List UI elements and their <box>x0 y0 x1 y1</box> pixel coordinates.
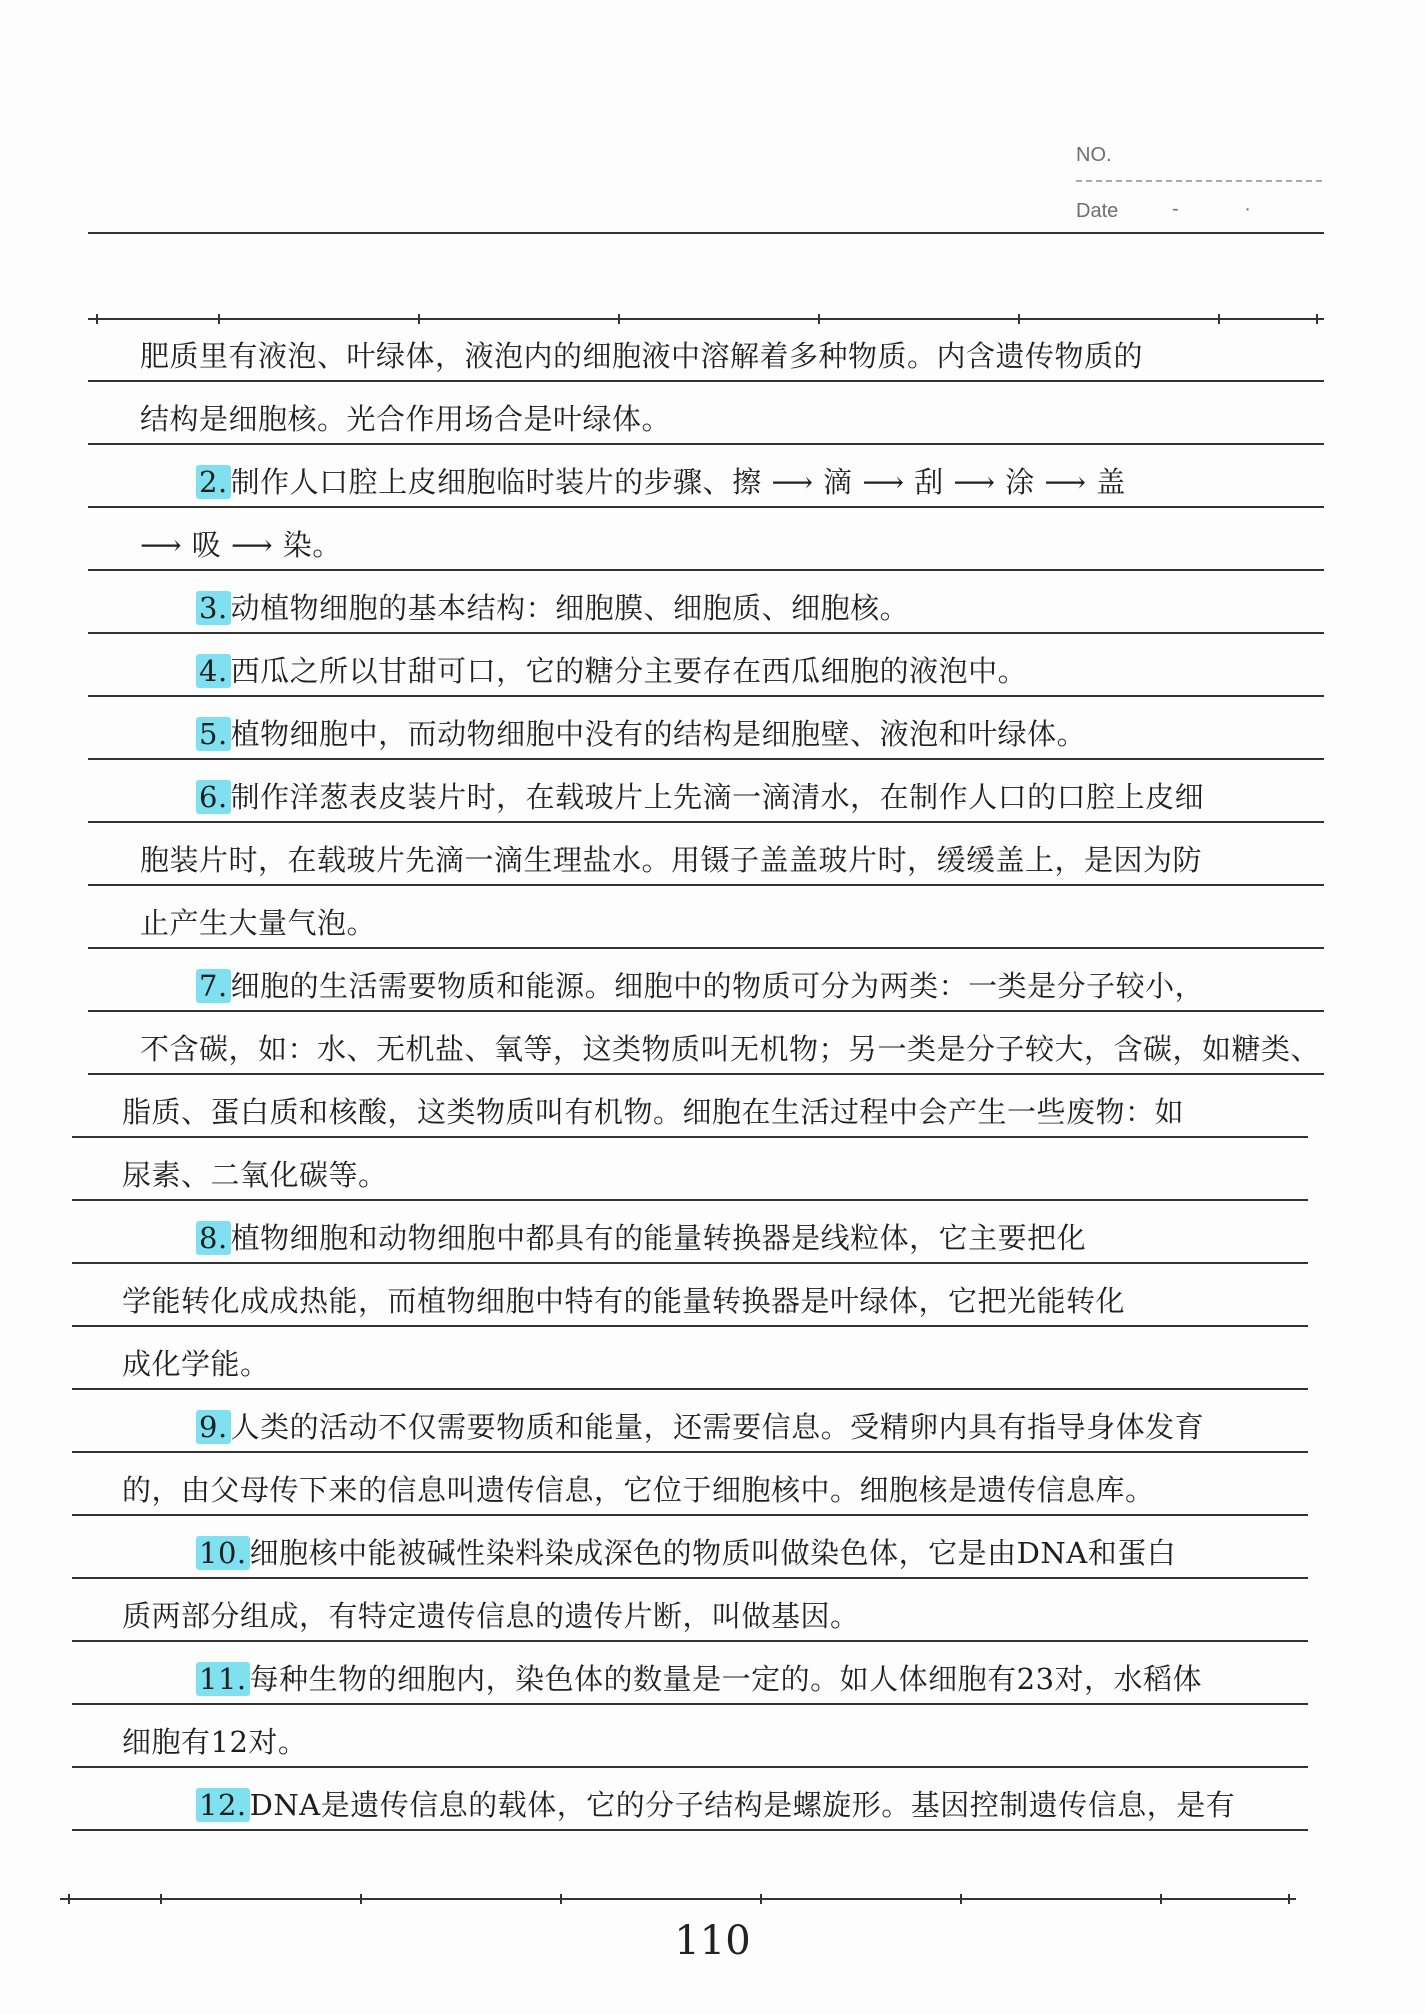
ruled-line <box>88 947 1324 949</box>
item-number-highlight: 10. <box>196 1536 250 1570</box>
item-number-highlight: 4. <box>196 654 231 688</box>
line-text: ⟶ 吸 ⟶ 染。 <box>140 528 342 562</box>
ruled-line <box>88 1073 1324 1075</box>
line-text: 学能转化成成热能，而植物细胞中特有的能量转换器是叶绿体，它把光能转化 <box>122 1284 1126 1318</box>
numbered-item <box>196 1407 1204 1447</box>
note-line <box>140 1029 1320 1069</box>
ruled-line <box>88 884 1324 886</box>
numbered-item <box>196 588 909 628</box>
note-line <box>140 399 671 439</box>
no-label: NO. <box>1076 144 1112 166</box>
item-number-highlight: 5. <box>196 717 231 751</box>
line-text: 动植物细胞的基本结构：细胞膜、细胞质、细胞核。 <box>230 591 910 625</box>
ruled-line <box>88 695 1324 697</box>
ruled-line <box>72 1199 1308 1201</box>
item-number-highlight: 3. <box>196 591 231 625</box>
ruled-line <box>72 1325 1308 1327</box>
ruled-line <box>72 1514 1308 1516</box>
numbered-item <box>196 651 1027 691</box>
ruled-line <box>88 632 1324 634</box>
line-text: 每种生物的细胞内，染色体的数量是一定的。如人体细胞有23对，水稻体 <box>249 1662 1203 1696</box>
line-text: 制作人口腔上皮细胞临时装片的步骤、擦 ⟶ 滴 ⟶ 刮 ⟶ 涂 ⟶ 盖 <box>230 465 1126 499</box>
numbered-item <box>196 1659 1202 1699</box>
line-text: 结构是细胞核。光合作用场合是叶绿体。 <box>140 402 672 436</box>
item-number-highlight: 7. <box>196 969 231 1003</box>
numbered-item <box>196 1218 1086 1258</box>
note-line <box>140 903 376 943</box>
ruled-line <box>88 1010 1324 1012</box>
line-text: 细胞核中能被碱性染料染成深色的物质叫做染色体，它是由DNA和蛋白 <box>249 1536 1177 1570</box>
ruled-line <box>72 1451 1308 1453</box>
no-dashed-line <box>1076 180 1322 182</box>
ruled-line <box>88 758 1324 760</box>
line-text: 细胞的生活需要物质和能源。细胞中的物质可分为两类：一类是分子较小， <box>230 969 1205 1003</box>
line-text: 植物细胞和动物细胞中都具有的能量转换器是线粒体，它主要把化 <box>230 1221 1087 1255</box>
ruled-line <box>72 1829 1308 1831</box>
note-line <box>122 1155 388 1195</box>
line-text: 成化学能。 <box>122 1347 270 1381</box>
bottom-tick-rule <box>60 1898 1296 1900</box>
line-text: 脂质、蛋白质和核酸，这类物质叫有机物。细胞在生活过程中会产生一些废物：如 <box>122 1095 1185 1129</box>
header-rule <box>88 232 1324 234</box>
numbered-item <box>196 1533 1176 1573</box>
line-text: 人类的活动不仅需要物质和能量，还需要信息。受精卵内具有指导身体发育 <box>230 1410 1205 1444</box>
line-text: 西瓜之所以甘甜可口，它的糖分主要存在西瓜细胞的液泡中。 <box>230 654 1028 688</box>
ruled-line <box>72 1388 1308 1390</box>
ruled-line <box>88 569 1324 571</box>
date-label: Date <box>1076 200 1119 222</box>
ruled-line <box>72 1577 1308 1579</box>
item-number-highlight: 2. <box>196 465 231 499</box>
line-text: DNA是遗传信息的载体，它的分子结构是螺旋形。基因控制遗传信息，是有 <box>249 1788 1236 1822</box>
line-text: 肥质里有液泡、叶绿体，液泡内的细胞液中溶解着多种物质。内含遗传物质的 <box>140 339 1144 373</box>
line-text: 质两部分组成，有特定遗传信息的遗传片断，叫做基因。 <box>122 1599 860 1633</box>
top-tick-rule <box>88 318 1324 320</box>
numbered-item <box>196 1785 1235 1825</box>
note-line <box>122 1344 270 1384</box>
note-line <box>122 1722 307 1762</box>
ruled-line <box>72 1703 1308 1705</box>
page-number: 110 <box>674 1918 751 1964</box>
line-text: 尿素、二氧化碳等。 <box>122 1158 388 1192</box>
item-number-highlight: 6. <box>196 780 231 814</box>
note-line <box>122 1596 860 1636</box>
numbered-item <box>196 966 1204 1006</box>
ruled-line <box>72 1640 1308 1642</box>
note-line <box>122 1092 1184 1132</box>
item-number-highlight: 9. <box>196 1410 231 1444</box>
note-line <box>122 1470 1155 1510</box>
numbered-item <box>196 714 1086 754</box>
note-line <box>140 336 1143 376</box>
note-line <box>140 525 342 565</box>
numbered-item <box>196 777 1204 817</box>
note-line <box>122 1281 1125 1321</box>
ruled-line <box>88 821 1324 823</box>
line-text: 植物细胞中，而动物细胞中没有的结构是细胞壁、液泡和叶绿体。 <box>230 717 1087 751</box>
numbered-item <box>196 462 1126 502</box>
ruled-line <box>72 1766 1308 1768</box>
ruled-line <box>88 506 1324 508</box>
line-text: 的，由父母传下来的信息叫遗传信息，它位于细胞核中。细胞核是遗传信息库。 <box>122 1473 1155 1507</box>
line-text: 细胞有12对。 <box>122 1725 308 1759</box>
note-line <box>140 840 1202 880</box>
ruled-line <box>72 1262 1308 1264</box>
date-separators: - · <box>1172 198 1281 220</box>
line-text: 不含碳，如：水、无机盐、氧等，这类物质叫无机物；另一类是分子较大，含碳，如糖类、 <box>140 1032 1321 1066</box>
item-number-highlight: 12. <box>196 1788 250 1822</box>
line-text: 制作洋葱表皮装片时，在载玻片上先滴一滴清水，在制作人口的口腔上皮细 <box>230 780 1205 814</box>
line-text: 止产生大量气泡。 <box>140 906 377 940</box>
item-number-highlight: 11. <box>196 1662 250 1696</box>
item-number-highlight: 8. <box>196 1221 231 1255</box>
ruled-line <box>88 380 1324 382</box>
ruled-line <box>88 443 1324 445</box>
ruled-line <box>72 1136 1308 1138</box>
line-text: 胞装片时，在载玻片先滴一滴生理盐水。用镊子盖盖玻片时，缓缓盖上，是因为防 <box>140 843 1203 877</box>
